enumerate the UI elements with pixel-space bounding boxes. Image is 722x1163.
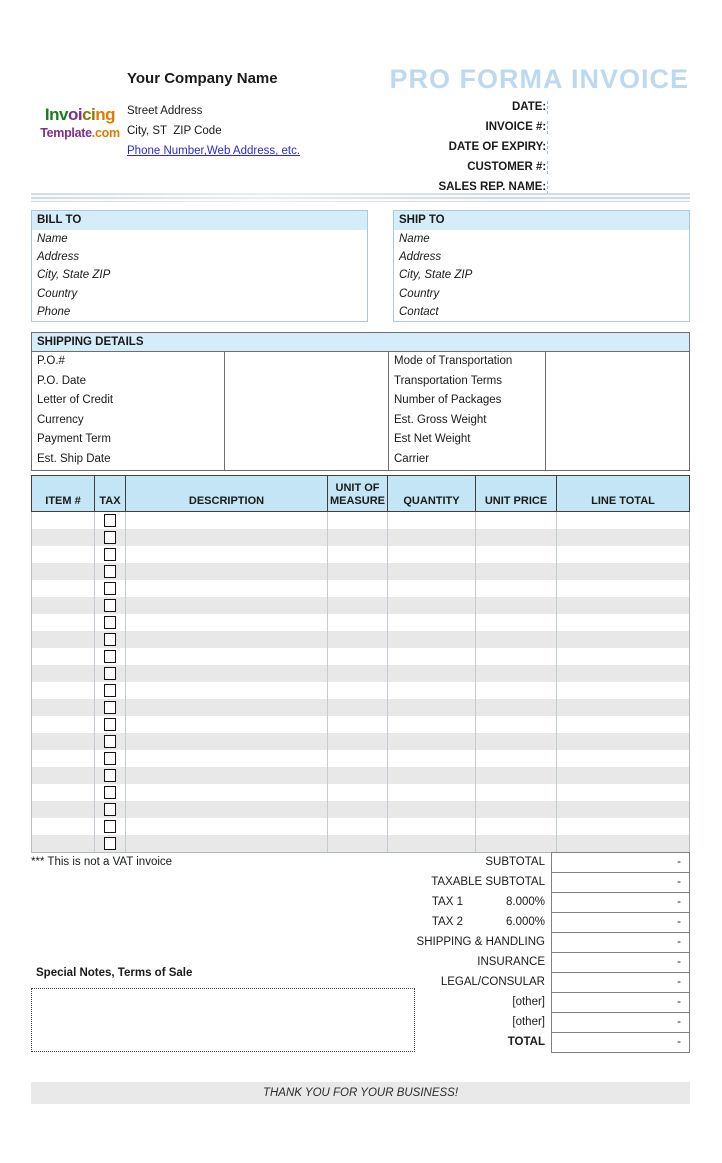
shipping-details-header: SHIPPING DETAILS xyxy=(32,333,689,352)
item-cell-unit-price[interactable] xyxy=(476,631,557,648)
item-cell-unit-price[interactable] xyxy=(476,614,557,631)
table-row xyxy=(32,631,689,648)
table-row xyxy=(32,529,689,546)
items-column-header: TAX xyxy=(95,476,126,511)
shipping-value[interactable] xyxy=(546,411,689,431)
summary-label: INSURANCE xyxy=(477,956,545,968)
items-header xyxy=(31,475,690,512)
item-cell-tax[interactable] xyxy=(95,580,126,597)
summary-label: TOTAL xyxy=(507,1036,545,1048)
tax-checkbox[interactable] xyxy=(104,718,116,731)
tax-checkbox[interactable] xyxy=(104,701,116,714)
header-field-label: DATE: xyxy=(511,101,547,113)
item-cell-tax[interactable] xyxy=(95,546,126,563)
tax-checkbox[interactable] xyxy=(104,837,116,850)
item-cell-tax[interactable] xyxy=(95,631,126,648)
header-field-value[interactable] xyxy=(547,121,690,134)
tax-checkbox[interactable] xyxy=(104,769,116,782)
logo-segment: oi xyxy=(67,105,83,124)
item-cell-line-total[interactable] xyxy=(557,733,689,750)
item-cell-line-total[interactable] xyxy=(557,546,689,563)
ship-to-header: SHIP TO xyxy=(394,211,689,230)
item-cell-quantity[interactable] xyxy=(388,733,476,750)
item-cell-description[interactable] xyxy=(126,529,328,546)
table-row xyxy=(32,614,689,631)
items-column-header: UNIT PRICE xyxy=(476,476,557,511)
item-cell-item[interactable] xyxy=(32,716,95,733)
item-cell-line-total[interactable] xyxy=(557,750,689,767)
shipping-label: Number of Packages xyxy=(389,391,546,411)
item-cell-item[interactable] xyxy=(32,580,95,597)
company-street[interactable]: Street Address xyxy=(127,105,203,117)
company-city[interactable]: City, ST ZIP Code xyxy=(127,125,222,137)
shipping-label: Transportation Terms xyxy=(389,372,546,392)
tax-checkbox[interactable] xyxy=(104,650,116,663)
item-cell-description[interactable] xyxy=(126,767,328,784)
item-cell-unit-of-measure[interactable] xyxy=(328,682,388,699)
shipping-value[interactable] xyxy=(546,372,689,392)
item-cell-quantity[interactable] xyxy=(388,546,476,563)
item-cell-line-total[interactable] xyxy=(557,580,689,597)
item-cell-description[interactable] xyxy=(126,699,328,716)
logo-segment: ng xyxy=(95,105,116,124)
shipping-label: P.O. Date xyxy=(32,372,225,392)
item-cell-line-total[interactable] xyxy=(557,716,689,733)
item-cell-item[interactable] xyxy=(32,597,95,614)
item-cell-description[interactable] xyxy=(126,563,328,580)
summary-left xyxy=(31,856,547,868)
item-cell-item[interactable] xyxy=(32,801,95,818)
summary-label: [other] xyxy=(512,1016,545,1028)
tax-checkbox[interactable] xyxy=(104,565,116,578)
summary-left xyxy=(31,916,547,928)
summary-label: LEGAL/CONSULAR xyxy=(440,976,545,988)
shipping-grid xyxy=(32,352,689,470)
summary-row xyxy=(31,912,690,932)
item-cell-line-total[interactable] xyxy=(557,835,689,852)
item-cell-tax[interactable] xyxy=(95,512,126,529)
item-cell-tax[interactable] xyxy=(95,665,126,682)
shipping-value[interactable] xyxy=(546,430,689,450)
item-cell-unit-price[interactable] xyxy=(476,682,557,699)
summary-label: TAX 1 xyxy=(431,896,463,908)
item-cell-item[interactable] xyxy=(32,699,95,716)
shipping-value[interactable] xyxy=(225,411,389,431)
items-table xyxy=(31,475,690,853)
item-cell-tax[interactable] xyxy=(95,835,126,852)
item-cell-quantity[interactable] xyxy=(388,529,476,546)
address-cell[interactable]: Name xyxy=(37,233,68,245)
item-cell-quantity[interactable] xyxy=(388,631,476,648)
tax-checkbox[interactable] xyxy=(104,667,116,680)
notes-label: Special Notes, Terms of Sale xyxy=(36,967,193,979)
tax-checkbox[interactable] xyxy=(104,786,116,799)
item-cell-item[interactable] xyxy=(32,631,95,648)
header-field-row xyxy=(31,137,690,157)
header-field-label: DATE OF EXPIRY: xyxy=(448,141,547,153)
summary-value-box[interactable]: - xyxy=(551,892,690,913)
item-cell-description[interactable] xyxy=(126,665,328,682)
item-cell-tax[interactable] xyxy=(95,716,126,733)
item-cell-unit-of-measure[interactable] xyxy=(328,716,388,733)
header-field-row xyxy=(31,97,690,117)
item-cell-tax[interactable] xyxy=(95,767,126,784)
item-cell-unit-price[interactable] xyxy=(476,750,557,767)
item-cell-unit-price[interactable] xyxy=(476,699,557,716)
item-cell-description[interactable] xyxy=(126,631,328,648)
tax-checkbox[interactable] xyxy=(104,582,116,595)
summary-row xyxy=(31,872,690,892)
item-cell-unit-price[interactable] xyxy=(476,512,557,529)
items-body xyxy=(31,512,690,853)
summary-value-box[interactable]: - xyxy=(551,1012,690,1033)
item-cell-tax[interactable] xyxy=(95,801,126,818)
item-cell-quantity[interactable] xyxy=(388,699,476,716)
item-cell-tax[interactable] xyxy=(95,699,126,716)
summary-label: SUBTOTAL xyxy=(485,856,545,868)
item-cell-description[interactable] xyxy=(126,682,328,699)
item-cell-quantity[interactable] xyxy=(388,597,476,614)
item-cell-quantity[interactable] xyxy=(388,835,476,852)
address-cell[interactable]: City, State ZIP xyxy=(399,269,473,282)
item-cell-unit-of-measure[interactable] xyxy=(328,631,388,648)
shipping-label: P.O.# xyxy=(32,352,225,372)
item-cell-quantity[interactable] xyxy=(388,682,476,699)
table-row xyxy=(32,546,689,563)
item-cell-line-total[interactable] xyxy=(557,529,689,546)
shipping-details-section xyxy=(31,332,690,471)
header-field-value[interactable] xyxy=(547,141,690,154)
tax-checkbox[interactable] xyxy=(104,820,116,833)
item-cell-unit-of-measure[interactable] xyxy=(328,801,388,818)
item-cell-tax[interactable] xyxy=(95,529,126,546)
item-cell-description[interactable] xyxy=(126,580,328,597)
item-cell-item[interactable] xyxy=(32,767,95,784)
item-cell-description[interactable] xyxy=(126,784,328,801)
item-cell-unit-of-measure[interactable] xyxy=(328,665,388,682)
item-cell-tax[interactable] xyxy=(95,614,126,631)
table-row xyxy=(32,665,689,682)
item-cell-unit-of-measure[interactable] xyxy=(328,699,388,716)
item-cell-unit-of-measure[interactable] xyxy=(328,614,388,631)
item-cell-tax[interactable] xyxy=(95,563,126,580)
table-row xyxy=(32,580,689,597)
summary-label: SHIPPING & HANDLING xyxy=(416,936,545,948)
item-cell-quantity[interactable] xyxy=(388,512,476,529)
item-cell-tax[interactable] xyxy=(95,648,126,665)
item-cell-unit-of-measure[interactable] xyxy=(328,597,388,614)
summary-left xyxy=(31,896,547,908)
item-cell-unit-of-measure[interactable] xyxy=(328,512,388,529)
item-cell-line-total[interactable] xyxy=(557,614,689,631)
item-cell-line-total[interactable] xyxy=(557,767,689,784)
item-cell-unit-price[interactable] xyxy=(476,546,557,563)
shipping-label: Est. Gross Weight xyxy=(389,411,546,431)
item-cell-unit-price[interactable] xyxy=(476,784,557,801)
item-cell-unit-of-measure[interactable] xyxy=(328,784,388,801)
address-cell[interactable]: Phone xyxy=(37,305,71,318)
item-cell-item[interactable] xyxy=(32,818,95,835)
header-field-label: INVOICE #: xyxy=(485,121,547,133)
item-cell-unit-price[interactable] xyxy=(476,580,557,597)
table-row xyxy=(32,512,689,529)
shipping-label: Payment Term xyxy=(32,430,225,450)
header-field-value[interactable] xyxy=(547,101,690,114)
item-cell-quantity[interactable] xyxy=(388,818,476,835)
table-row xyxy=(32,597,689,614)
document-title: PRO FORMA INVOICE xyxy=(389,64,689,94)
header-field-value[interactable] xyxy=(547,161,690,174)
item-cell-unit-of-measure[interactable] xyxy=(328,563,388,580)
item-cell-description[interactable] xyxy=(126,512,328,529)
item-cell-item[interactable] xyxy=(32,614,95,631)
address-cell[interactable]: Country xyxy=(37,287,78,300)
tax-checkbox[interactable] xyxy=(104,633,116,646)
address-cell[interactable]: Name xyxy=(399,233,430,245)
summary-value-box[interactable]: - xyxy=(551,992,690,1013)
item-cell-unit-of-measure[interactable] xyxy=(328,818,388,835)
summary-label: [other] xyxy=(512,996,545,1008)
item-cell-item[interactable] xyxy=(32,563,95,580)
address-cell[interactable]: Contact xyxy=(399,305,439,318)
table-row xyxy=(32,682,689,699)
item-cell-description[interactable] xyxy=(126,614,328,631)
item-cell-item[interactable] xyxy=(32,750,95,767)
item-cell-line-total[interactable] xyxy=(557,631,689,648)
logo-segment: Template xyxy=(40,126,92,140)
summary-row xyxy=(31,852,690,872)
bill-to-section xyxy=(31,210,368,322)
item-cell-item[interactable] xyxy=(32,665,95,682)
bill-to-header: BILL TO xyxy=(32,211,367,230)
shipping-value[interactable] xyxy=(225,352,389,372)
item-cell-item[interactable] xyxy=(32,682,95,699)
item-cell-quantity[interactable] xyxy=(388,648,476,665)
item-cell-unit-price[interactable] xyxy=(476,665,557,682)
items-column-header: ITEM # xyxy=(32,476,95,511)
summary-left xyxy=(31,936,547,948)
item-cell-item[interactable] xyxy=(32,512,95,529)
item-cell-unit-price[interactable] xyxy=(476,597,557,614)
items-column-header: UNIT OF MEASURE xyxy=(328,476,388,511)
shipping-value[interactable] xyxy=(546,391,689,411)
item-cell-unit-of-measure[interactable] xyxy=(328,529,388,546)
thank-you-band xyxy=(31,1082,690,1104)
item-cell-unit-price[interactable] xyxy=(476,716,557,733)
item-cell-unit-price[interactable] xyxy=(476,818,557,835)
item-cell-unit-of-measure[interactable] xyxy=(328,580,388,597)
address-cell[interactable]: Country xyxy=(399,287,440,300)
item-cell-unit-of-measure[interactable] xyxy=(328,767,388,784)
item-cell-unit-price[interactable] xyxy=(476,733,557,750)
summary-value-box[interactable]: - xyxy=(551,912,690,933)
table-row xyxy=(32,563,689,580)
summary-label: TAX 2 xyxy=(431,916,463,928)
item-cell-tax[interactable] xyxy=(95,818,126,835)
table-row xyxy=(32,750,689,767)
summary-row xyxy=(31,932,690,952)
tax-checkbox[interactable] xyxy=(104,803,116,816)
shipping-label: Est Net Weight xyxy=(389,430,546,450)
item-cell-unit-of-measure[interactable] xyxy=(328,648,388,665)
header-field-label: SALES REP. NAME: xyxy=(438,181,547,193)
item-cell-item[interactable] xyxy=(32,733,95,750)
item-cell-item[interactable] xyxy=(32,648,95,665)
summary-value-box[interactable]: - xyxy=(551,952,690,973)
logo-segment: .com xyxy=(91,126,120,140)
tax-checkbox[interactable] xyxy=(104,684,116,697)
summary-value-box[interactable]: - xyxy=(551,1032,690,1053)
ship-to-section xyxy=(393,210,690,322)
item-cell-line-total[interactable] xyxy=(557,784,689,801)
item-cell-quantity[interactable] xyxy=(388,563,476,580)
item-cell-unit-price[interactable] xyxy=(476,648,557,665)
item-cell-tax[interactable] xyxy=(95,750,126,767)
vat-note: *** This is not a VAT invoice xyxy=(31,856,173,868)
company-contact-link[interactable]: Phone Number,Web Address, etc. xyxy=(127,145,301,157)
item-cell-quantity[interactable] xyxy=(388,665,476,682)
item-cell-quantity[interactable] xyxy=(388,801,476,818)
header-field-value[interactable] xyxy=(547,181,690,194)
shipping-value[interactable] xyxy=(225,372,389,392)
item-cell-unit-price[interactable] xyxy=(476,767,557,784)
tax-checkbox[interactable] xyxy=(104,531,116,544)
summary-value-box[interactable]: - xyxy=(551,872,690,893)
item-cell-quantity[interactable] xyxy=(388,767,476,784)
table-row xyxy=(32,818,689,835)
item-cell-quantity[interactable] xyxy=(388,614,476,631)
item-cell-description[interactable] xyxy=(126,801,328,818)
header-field-label: CUSTOMER #: xyxy=(467,161,547,173)
tax-checkbox[interactable] xyxy=(104,514,116,527)
table-row xyxy=(32,784,689,801)
item-cell-tax[interactable] xyxy=(95,784,126,801)
item-cell-line-total[interactable] xyxy=(557,563,689,580)
logo-segment: ci xyxy=(82,105,96,124)
summary-row xyxy=(31,892,690,912)
item-cell-unit-of-measure[interactable] xyxy=(328,546,388,563)
address-cell[interactable]: City, State ZIP xyxy=(37,269,111,282)
summary-left xyxy=(31,876,547,888)
item-cell-unit-of-measure[interactable] xyxy=(328,750,388,767)
item-cell-line-total[interactable] xyxy=(557,597,689,614)
tax-checkbox[interactable] xyxy=(104,548,116,561)
shipping-value[interactable] xyxy=(225,430,389,450)
item-cell-unit-price[interactable] xyxy=(476,835,557,852)
shipping-label: Carrier xyxy=(389,450,546,470)
item-cell-quantity[interactable] xyxy=(388,784,476,801)
shipping-label: Est. Ship Date xyxy=(32,450,225,470)
item-cell-item[interactable] xyxy=(32,546,95,563)
company-name[interactable]: Your Company Name xyxy=(127,70,278,87)
item-cell-line-total[interactable] xyxy=(557,818,689,835)
item-cell-description[interactable] xyxy=(126,733,328,750)
item-cell-item[interactable] xyxy=(32,784,95,801)
item-cell-unit-price[interactable] xyxy=(476,801,557,818)
shipping-label: Currency xyxy=(32,411,225,431)
item-cell-unit-of-measure[interactable] xyxy=(328,733,388,750)
shipping-value[interactable] xyxy=(546,352,689,372)
item-cell-quantity[interactable] xyxy=(388,750,476,767)
item-cell-description[interactable] xyxy=(126,716,328,733)
tax-checkbox[interactable] xyxy=(104,599,116,612)
item-cell-unit-price[interactable] xyxy=(476,529,557,546)
item-cell-quantity[interactable] xyxy=(388,580,476,597)
header-divider xyxy=(31,193,690,202)
table-row xyxy=(32,801,689,818)
address-cell[interactable]: Address xyxy=(399,251,442,264)
item-cell-unit-of-measure[interactable] xyxy=(328,835,388,852)
item-cell-item[interactable] xyxy=(32,835,95,852)
item-cell-line-total[interactable] xyxy=(557,682,689,699)
item-cell-tax[interactable] xyxy=(95,682,126,699)
items-column-header: LINE TOTAL xyxy=(591,495,655,507)
item-cell-description[interactable] xyxy=(126,648,328,665)
items-column-header: DESCRIPTION xyxy=(126,476,328,511)
logo-segment: Inv xyxy=(44,105,68,124)
items-column-header: QUANTITY xyxy=(388,476,476,511)
item-cell-line-total[interactable] xyxy=(557,699,689,716)
notes-input-box[interactable] xyxy=(31,988,415,1052)
table-row xyxy=(32,733,689,750)
summary-value-box[interactable]: - xyxy=(551,932,690,953)
header-fields xyxy=(31,97,690,197)
item-cell-description[interactable] xyxy=(126,818,328,835)
item-cell-tax[interactable] xyxy=(95,597,126,614)
summary-tax-rate[interactable]: 6.000% xyxy=(505,916,545,928)
shipping-label: Letter of Credit xyxy=(32,391,225,411)
table-row xyxy=(32,767,689,784)
item-cell-description[interactable] xyxy=(126,750,328,767)
item-cell-line-total[interactable] xyxy=(557,801,689,818)
table-row xyxy=(32,835,689,852)
summary-label: TAXABLE SUBTOTAL xyxy=(431,876,545,888)
header-field-row xyxy=(31,117,690,137)
item-cell-line-total[interactable] xyxy=(557,648,689,665)
item-cell-description[interactable] xyxy=(126,597,328,614)
tax-checkbox[interactable] xyxy=(104,735,116,748)
tax-checkbox[interactable] xyxy=(104,616,116,629)
item-cell-description[interactable] xyxy=(126,835,328,852)
tax-checkbox[interactable] xyxy=(104,752,116,765)
shipping-label: Mode of Transportation xyxy=(389,352,546,372)
table-row xyxy=(32,716,689,733)
table-row xyxy=(32,648,689,665)
thank-you-message: THANK YOU FOR YOUR BUSINESS! xyxy=(262,1087,459,1099)
shipping-value[interactable] xyxy=(225,450,389,470)
item-cell-unit-price[interactable] xyxy=(476,563,557,580)
item-cell-tax[interactable] xyxy=(95,733,126,750)
header-field-row xyxy=(31,157,690,177)
item-cell-line-total[interactable] xyxy=(557,665,689,682)
summary-value-box[interactable]: - xyxy=(551,972,690,993)
item-cell-description[interactable] xyxy=(126,546,328,563)
table-row xyxy=(32,699,689,716)
summary-tax-rate[interactable]: 8.000% xyxy=(505,896,545,908)
item-cell-quantity[interactable] xyxy=(388,716,476,733)
summary-value-box[interactable]: - xyxy=(551,852,690,873)
shipping-value[interactable] xyxy=(546,450,689,470)
item-cell-item[interactable] xyxy=(32,529,95,546)
address-cell[interactable]: Address xyxy=(37,251,80,264)
shipping-value[interactable] xyxy=(225,391,389,411)
item-cell-line-total[interactable] xyxy=(557,512,689,529)
